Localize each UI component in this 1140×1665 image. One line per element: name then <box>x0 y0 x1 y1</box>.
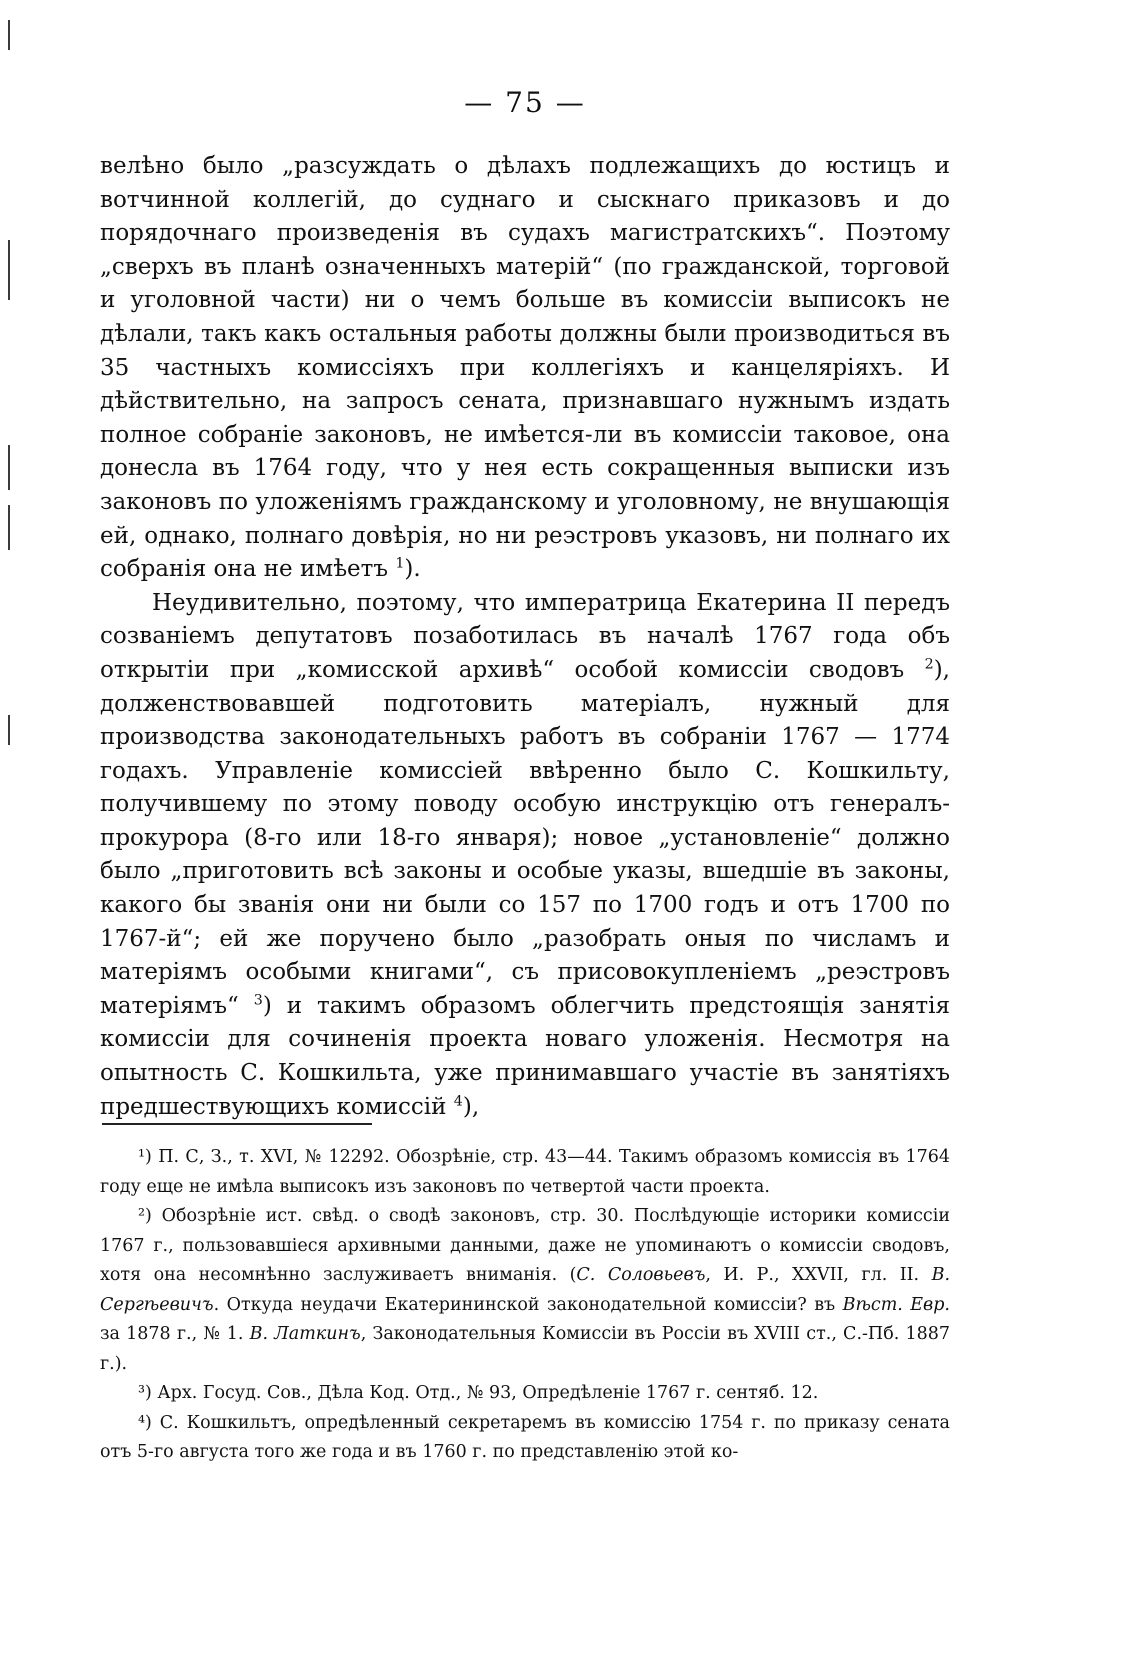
paragraph-text: ), <box>462 1093 480 1120</box>
scan-edge-mark <box>8 20 10 50</box>
footnote-text: С. Кошкильтъ, опредѣленный секретаремъ въ комиссію 1754 г. по приказу сената отъ 5-го августа того же года и въ 1760 г. по представленію этой ко- <box>100 1412 950 1462</box>
footnote-text: П. С, З., т. XVI, № 12292. Обозрѣніе, стр. 43—44. Такимъ образомъ комиссія въ 1764 году еще не имѣла выписокъ изъ законовъ по четвертой части проекта. <box>100 1147 950 1197</box>
body-text <box>100 150 950 1124</box>
footnote-text: . Откуда неудачи Екатерининской законодательной комиссіи? въ <box>213 1294 843 1315</box>
footnote-1 <box>100 1143 950 1202</box>
page-number: — 75 — <box>464 86 586 119</box>
paragraph-text: ) и такимъ образомъ облегчить предстоящія занятія комиссіи для сочиненія проекта новаго уложенія. Несмотря на опытность С. Кошкильта, уже принимавшаго участіе въ занятіяхъ предшествующихъ комиссій <box>100 992 950 1120</box>
footnote-author: В. Сергѣевичъ <box>100 1265 951 1315</box>
footnote-2 <box>100 1202 950 1379</box>
footnote-divider <box>102 1123 372 1125</box>
paragraph-text: ). <box>404 556 421 583</box>
footnote-journal: Вѣст. Евр. <box>842 1294 950 1315</box>
footnote-text: Арх. Госуд. Сов., Дѣла Код. Отд., № 93, Опредѣленіе 1767 г. сентяб. 12. <box>157 1383 819 1403</box>
scan-edge-mark <box>8 715 10 745</box>
footnote-marker: ²) <box>138 1206 152 1226</box>
footnote-author: С. Соловьевъ <box>576 1265 706 1285</box>
footnotes <box>100 1143 950 1468</box>
scan-edge-mark <box>8 505 10 550</box>
footnote-marker: ⁴) <box>138 1412 152 1433</box>
paragraph-text: ), долженствовавшей подготовить матеріалъ, нужный для производства законодательныхъ работъ въ собраніи 1767 — 1774 годахъ. Управленіе комиссіей ввѣренно было С. Кошкильту, получившему по этому поводу особую инструкцію отъ генералъ-прокурора (8-го или 18-го января); новое „установленіе“ должно было „приготовить всѣ законы и особые указы, вшедшіе въ законы, какого бы званія они ни были со 157 по 1700 годъ и отъ 1700 по 1767-й“; ей же поручено было „разобрать оныя по числамъ и матеріямъ особыми книгами“, съ присовокупленіемъ „реэстровъ матеріямъ“ <box>100 656 950 1019</box>
footnote-4 <box>100 1409 950 1468</box>
footnote-marker: ¹) <box>138 1147 152 1167</box>
footnote-ref-4: 4 <box>453 1092 463 1109</box>
scan-edge-mark <box>8 445 10 490</box>
footnote-text: , И. Р., XXVII, гл. II. <box>705 1265 932 1285</box>
paragraph-1 <box>100 150 950 587</box>
paragraph-text: Неудивительно, поэтому, что императрица Екатерина II передъ созваніемъ депутатовъ позаботилась въ началѣ 1767 года объ открытіи при „комисской архивѣ“ особой комиссіи сводовъ <box>100 589 950 683</box>
footnote-ref-3: 3 <box>253 992 263 1009</box>
footnote-text: , Законодательныя Комиссіи въ Россіи въ XVIII ст., С.-Пб. 1887 г.). <box>100 1324 951 1374</box>
footnote-marker: ³) <box>138 1383 152 1403</box>
footnote-text: Обозрѣніе ист. свѣд. о сводѣ законовъ, стр. 30. Послѣдующіе историки комиссіи 1767 г., пользовавшіеся архивными данными, даже не упоминаютъ о комиссіи сводовъ, хотя она несомнѣнно заслуживаетъ вниманія. ( <box>100 1206 950 1285</box>
footnote-author: В. Латкинъ <box>249 1324 361 1344</box>
paragraph-2 <box>100 587 950 1125</box>
footnote-text: за 1878 г., № 1. <box>100 1324 250 1344</box>
scan-edge-mark <box>8 240 10 300</box>
paragraph-text: велѣно было „разсуждать о дѣлахъ подлежащихъ до юстицъ и вотчинной коллегій, до суднаго и сыскнаго приказовъ и до порядочнаго произведенія въ судахъ магистратскихъ“. Поэтому „сверхъ въ планѣ означенныхъ матерій“ (по гражданской, торговой и уголовной части) ни о чемъ больше въ комиссіи выписокъ не дѣлали, такъ какъ остальныя работы должны были производиться въ 35 частныхъ комиссіяхъ при коллегіяхъ и канцеляріяхъ. И дѣйствительно, на запросъ сената, признавшаго нужнымъ издать полное собраніе законовъ, не имѣется-ли въ комиссіи таковое, она донесла въ 1764 году, что у нея есть сокращенныя выписки изъ законовъ по уложеніямъ гражданскому и уголовному, не внушающія ей, однако, полнаго довѣрія, но ни реэстровъ указовъ, ни полнаго их собранія она не имѣетъ <box>100 153 950 583</box>
footnote-3 <box>100 1379 950 1409</box>
footnote-ref-1: 1 <box>395 555 405 572</box>
footnote-ref-2: 2 <box>924 656 934 673</box>
